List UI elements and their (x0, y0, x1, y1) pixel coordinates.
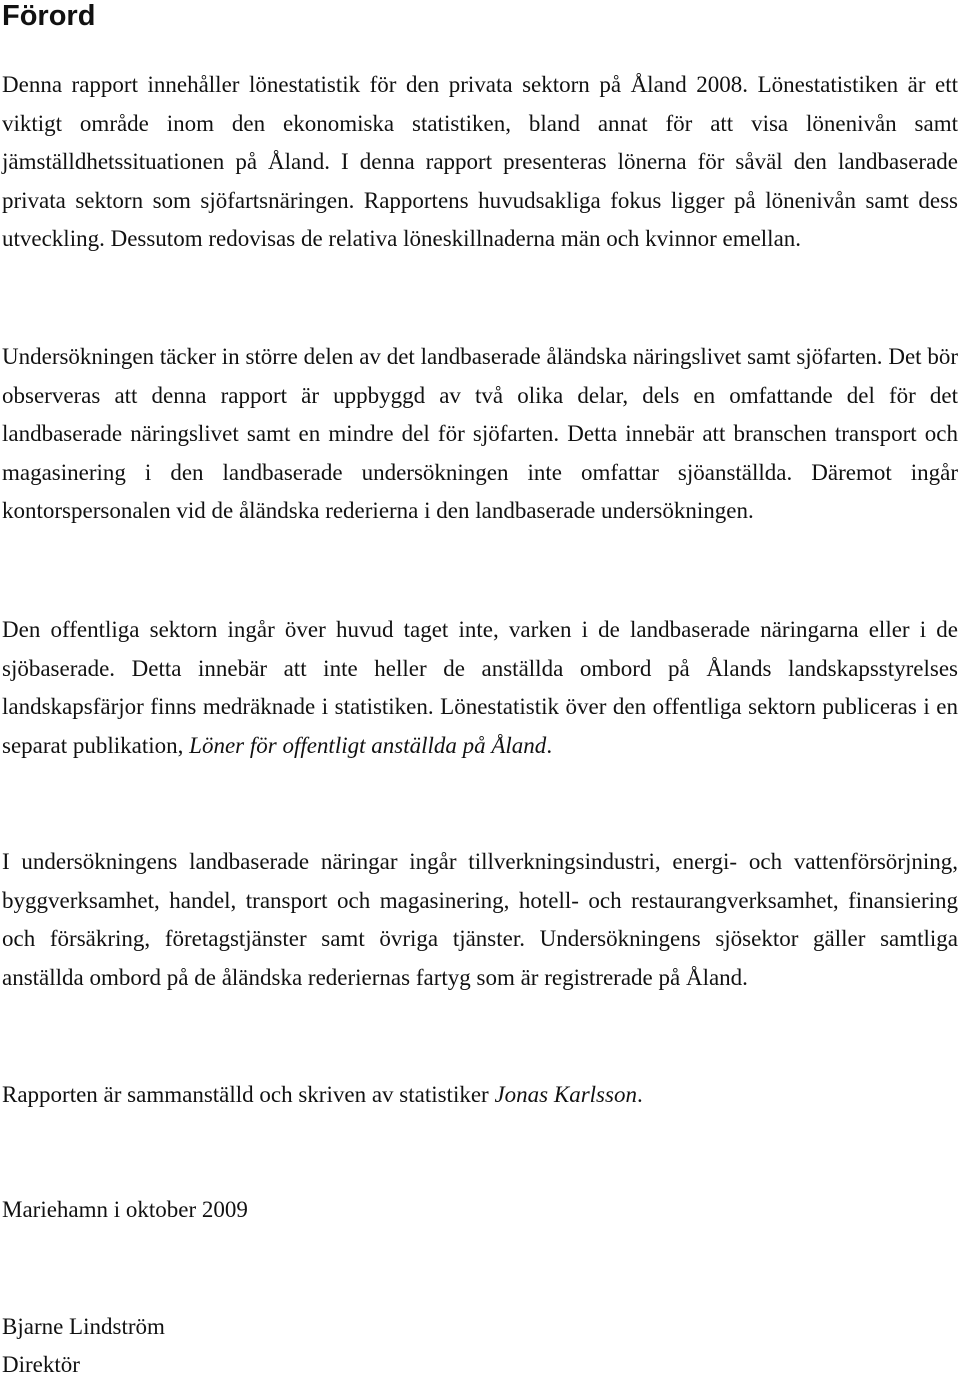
paragraph-end: . (546, 732, 553, 758)
paragraph-public-sector (2, 611, 958, 765)
paragraph-author (2, 1076, 958, 1115)
author-name: Jonas Karlsson (494, 1082, 637, 1107)
publication-title: Löner för offentligt anställda på Åland (189, 732, 547, 758)
paragraph-industries: I undersökningens landbaserade näringar ingår tillverkningsindustri, energi- och vattenförsörjning, byggverksamhet, handel, transport och magasinering, hotell- och restaurangverksamhet, finansiering och försäkring, företagstjänster samt övriga tjänster. Undersökningens sjösektor gäller samtliga anställda ombord på de åländska rederiernas fartyg som är registrerade på Åland. (2, 849, 958, 990)
paragraph-coverage: Undersökningen täcker in större delen av det landbaserade åländska näringslivet samt sjöfarten. Det bör observeras att denna rapport är uppbyggd av två olika delar, dels en omfattande del för det landbaserade näringslivet samt en mindre del för sjöfarten. Detta innebär att branschen transport och magasinering i den landbaserade undersökningen inte omfattar sjöanställda. Däremot ingår kontorspersonalen vid de åländska rederierna i den landbaserade undersökningen. (2, 344, 958, 524)
signatory-title: Direktör (2, 1352, 80, 1377)
paragraph-text: Den offentliga sektorn ingår över huvud taget inte, varken i de landbaserade näringarna eller i de sjöbaserade. Detta innebär att inte heller de anställda ombord på Ålands landskapsstyrelses landskapsfärjor finns medräknade i statistiken. Lönestatistik över den offentliga sektorn publiceras i en separat publikation, (2, 617, 958, 758)
place-date: Mariehamn i oktober 2009 (2, 1197, 248, 1222)
paragraph-end: . (636, 1082, 643, 1107)
signatory-name: Bjarne Lindström (2, 1314, 165, 1339)
page-title: Förord (2, 0, 96, 32)
paragraph-intro: Denna rapport innehåller lönestatistik för den privata sektorn på Åland 2008. Lönestatistiken är ett viktigt område inom den ekonomiska statistiken, bland annat för att visa lönenivån samt jämställdhetssituationen på Åland. I denna rapport presenteras lönerna för såväl den landbaserade privata sektorn som sjöfartsnäringen. Rapportens huvudsakliga fokus ligger på lönenivån samt dess utveckling. Dessutom redovisas de relativa löneskillnaderna män och kvinnor emellan. (2, 72, 958, 252)
paragraph-text: Rapporten är sammanställd och skriven av statistiker (2, 1082, 495, 1107)
